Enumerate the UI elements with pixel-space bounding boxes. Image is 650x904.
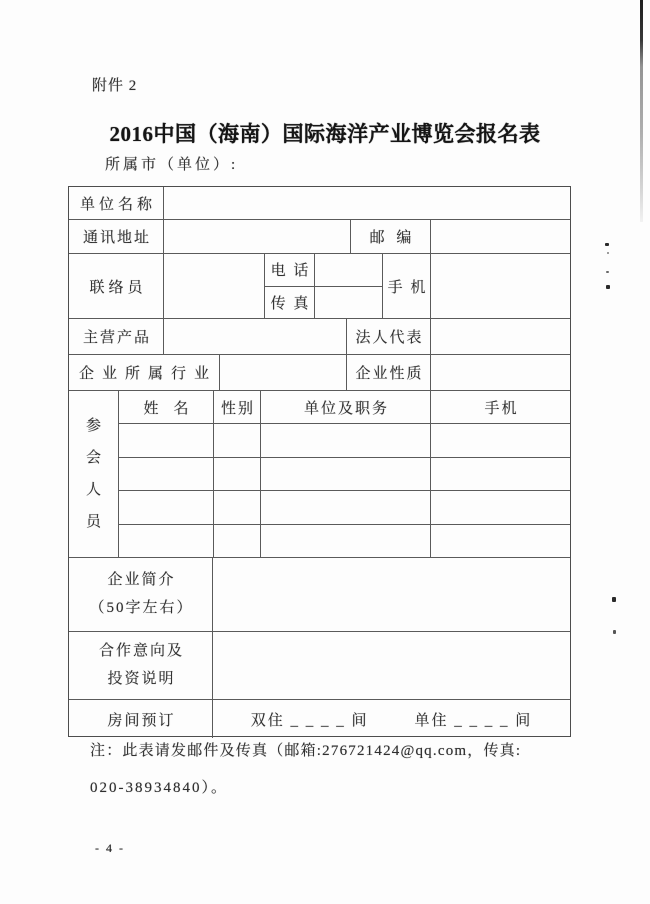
- scan-artifact-speck: [612, 597, 616, 602]
- col-header-mobile: 手机: [484, 400, 519, 417]
- postcode-value-cell: [431, 220, 570, 253]
- participant-row: [119, 424, 570, 458]
- industry-value-cell: [220, 355, 347, 390]
- footnote-line1: 注：此表请发邮件及传真（邮箱:276721424@qq.com，传真:: [90, 743, 522, 759]
- participant-mobile-cell: [431, 525, 570, 558]
- attachment-label: 附件 2: [92, 78, 138, 94]
- participant-gender-cell: [214, 458, 261, 491]
- nature-label: 企业性质: [347, 355, 431, 390]
- contact-label: 联络员: [69, 254, 164, 318]
- scan-artifact-speck: [605, 243, 609, 246]
- row-industry: [69, 355, 570, 391]
- participant-name-cell: [119, 424, 214, 457]
- mobile-value-cell: [431, 254, 570, 318]
- participants-label: 参会人员: [86, 417, 102, 531]
- page-number: - 4 -: [95, 841, 125, 855]
- participant-row: [119, 458, 570, 492]
- footnote-line2: 020-38934840）。: [90, 779, 228, 796]
- room-single-blank: 单住 _ _ _ _ 间: [414, 712, 533, 729]
- row-room-booking: [69, 700, 570, 738]
- participant-unit-cell: [261, 424, 431, 457]
- row-address: [69, 220, 570, 254]
- scan-artifact-line: [640, 0, 643, 222]
- participant-unit-cell: [261, 458, 431, 491]
- city-unit-label: 所属市（单位）:: [105, 157, 239, 173]
- row-cooperation: [69, 632, 570, 700]
- participant-mobile-cell: [431, 458, 570, 491]
- phone-fax-block: [265, 254, 383, 318]
- participant-unit-cell: [261, 525, 431, 558]
- footnote: [90, 740, 570, 799]
- row-contact: [69, 254, 570, 319]
- products-value-cell: [164, 319, 347, 354]
- row-participants: [69, 391, 570, 558]
- participants-header-row: [119, 391, 570, 424]
- industry-label: 企业所属行业: [69, 355, 220, 390]
- row-profile: [69, 558, 570, 632]
- mobile-label: 手 机: [383, 254, 431, 318]
- participant-gender-cell: [214, 424, 261, 457]
- participants-grid: [119, 391, 570, 557]
- profile-label-cell: [69, 558, 213, 631]
- participant-mobile-cell: [431, 491, 570, 524]
- room-double-blank: 双住 _ _ _ _ 间: [250, 712, 369, 729]
- participant-unit-cell: [261, 491, 431, 524]
- col-header-gender: 性别: [214, 391, 261, 423]
- address-value-cell: [164, 220, 351, 253]
- cooperation-label-line1: 合作意向及: [98, 643, 184, 660]
- address-label: 通讯地址: [69, 220, 164, 253]
- participant-row: [119, 491, 570, 525]
- profile-label-line1: 企业简介: [107, 572, 176, 589]
- col-header-name: 姓 名: [119, 391, 214, 423]
- products-label: 主营产品: [69, 319, 164, 354]
- phone-value-cell: [315, 254, 382, 286]
- participant-name-cell: [119, 458, 214, 491]
- legal-rep-value-cell: [431, 319, 570, 354]
- cooperation-label-line2: 投资说明: [107, 670, 176, 687]
- participant-mobile-cell: [431, 424, 570, 457]
- row-products: [69, 319, 570, 355]
- participant-row: [119, 525, 570, 558]
- row-unit-name: [69, 187, 570, 220]
- scan-artifact-speck: [606, 271, 609, 273]
- registration-form-table: [68, 186, 571, 737]
- cooperation-value-cell: [213, 632, 570, 699]
- unit-name-label: 单位名称: [69, 187, 164, 219]
- nature-value-cell: [431, 355, 570, 390]
- col-header-unit-position: 单位及职务: [261, 391, 431, 423]
- fax-subrow: [265, 287, 382, 319]
- room-value-cell: [213, 700, 570, 738]
- form-title: 2016中国（海南）国际海洋产业博览会报名表: [109, 122, 541, 146]
- participant-gender-cell: [214, 525, 261, 558]
- contact-name-cell: [164, 254, 265, 318]
- cooperation-label-cell: [69, 632, 213, 699]
- participant-name-cell: [119, 491, 214, 524]
- fax-value-cell: [315, 287, 382, 319]
- scan-artifact-speck: [607, 252, 609, 254]
- participant-gender-cell: [214, 491, 261, 524]
- scan-artifact-speck: [606, 285, 610, 289]
- participant-name-cell: [119, 525, 214, 558]
- phone-subrow: [265, 254, 382, 287]
- phone-label: 电 话: [265, 254, 315, 286]
- postcode-label: 邮 编: [351, 220, 431, 253]
- profile-value-cell: [213, 558, 570, 631]
- participants-label-cell: [69, 391, 119, 557]
- legal-rep-label: 法人代表: [347, 319, 431, 354]
- unit-name-value-cell: [164, 187, 570, 219]
- fax-label: 传 真: [265, 287, 315, 319]
- profile-label-line2: （50字左右）: [89, 599, 194, 616]
- scan-artifact-speck: [613, 630, 616, 634]
- room-label: 房间预订: [69, 700, 213, 738]
